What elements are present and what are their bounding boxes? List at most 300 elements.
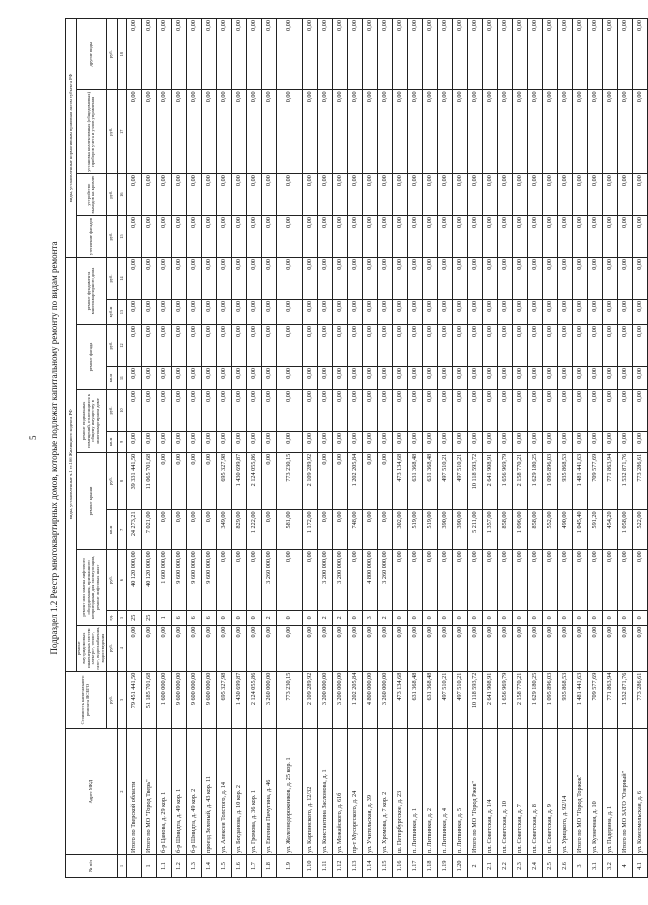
row-basement-area: 0,00 bbox=[527, 431, 542, 452]
row-meters: 0,00 bbox=[512, 90, 527, 174]
row-facade-area: 0,00 bbox=[332, 366, 347, 389]
row-elevator-cost: 0,00 bbox=[407, 550, 422, 611]
row-roof-area: 522,00 bbox=[632, 510, 647, 550]
row-facade-cost: 0,00 bbox=[512, 325, 527, 367]
row-roof-area: 0,00 bbox=[171, 510, 186, 550]
row-basement-area: 0,00 bbox=[497, 431, 512, 452]
row-engineering: 0,00 bbox=[452, 625, 467, 671]
row-foundation-volume: 0,00 bbox=[512, 299, 527, 324]
row-address: п. Литвинки, д. 4 bbox=[437, 729, 452, 855]
row-facade-cost: 0,00 bbox=[437, 325, 452, 367]
row-roof-exits: 0,00 bbox=[141, 174, 156, 216]
row-facade-insulation: 0,00 bbox=[126, 216, 141, 258]
row-facade-insulation: 0,00 bbox=[617, 216, 632, 258]
row-basement-area: 0,00 bbox=[407, 431, 422, 452]
row-engineering: 0,00 bbox=[437, 625, 452, 671]
row-facade-area: 0,00 bbox=[557, 366, 572, 389]
row-elevator-count: 0 bbox=[572, 610, 587, 625]
row-elevator-cost: 0,00 bbox=[542, 550, 557, 611]
row-number: 4.1 bbox=[632, 854, 647, 877]
row-roof-exits: 0,00 bbox=[332, 174, 347, 216]
row-basement-cost: 0,00 bbox=[317, 390, 332, 432]
row-facade-cost: 0,00 bbox=[557, 325, 572, 367]
row-elevator-count: 0 bbox=[302, 610, 317, 625]
unit-cell: руб. bbox=[106, 174, 117, 216]
row-roof-cost: 497 510,21 bbox=[437, 452, 452, 510]
row-roof-cost: 1 532 871,76 bbox=[617, 452, 632, 510]
table-row bbox=[617, 19, 632, 878]
row-elevator-count: 0 bbox=[216, 610, 231, 625]
row-number: 1.1 bbox=[156, 854, 171, 877]
row-roof-exits: 0,00 bbox=[317, 174, 332, 216]
row-engineering: 0,00 bbox=[276, 625, 302, 671]
row-meters: 0,00 bbox=[632, 90, 647, 174]
row-elevator-count: 0 bbox=[587, 610, 602, 625]
row-facade-cost: 0,00 bbox=[261, 325, 276, 367]
row-facade-insulation: 0,00 bbox=[602, 216, 617, 258]
unit-cell: куб.м bbox=[106, 299, 117, 324]
row-facade-insulation: 0,00 bbox=[512, 216, 527, 258]
row-basement-cost: 0,00 bbox=[332, 390, 347, 432]
unit-cell: руб. bbox=[106, 216, 117, 258]
row-meters: 0,00 bbox=[467, 90, 482, 174]
row-foundation-cost: 0,00 bbox=[141, 257, 156, 299]
row-number: 1.5 bbox=[216, 854, 231, 877]
row-basement-cost: 0,00 bbox=[527, 390, 542, 432]
row-engineering: 0,00 bbox=[377, 625, 392, 671]
row-roof-cost: 631 368,48 bbox=[422, 452, 437, 510]
row-roof-exits: 0,00 bbox=[587, 174, 602, 216]
row-engineering: 0,00 bbox=[362, 625, 377, 671]
row-basement-area: 0,00 bbox=[362, 431, 377, 452]
row-facade-insulation: 0,00 bbox=[141, 216, 156, 258]
row-roof-area: 552,00 bbox=[542, 510, 557, 550]
header-engineering: ремонт внутридомовых инженерных систем электро-, тепло-, газо-, водоснабжения, водоотведения bbox=[76, 626, 106, 670]
row-address: пл. Советская, д. 9 bbox=[542, 729, 557, 855]
row-foundation-volume: 0,00 bbox=[156, 299, 171, 324]
row-foundation-cost: 0,00 bbox=[527, 257, 542, 299]
row-roof-area: 349,00 bbox=[216, 510, 231, 550]
row-basement-cost: 0,00 bbox=[407, 390, 422, 432]
row-facade-area: 0,00 bbox=[156, 366, 171, 389]
row-foundation-volume: 0,00 bbox=[141, 299, 156, 324]
row-meters: 0,00 bbox=[572, 90, 587, 174]
row-address: ул. Богданова, д. 10 кор. 2 bbox=[231, 729, 246, 855]
row-roof-cost: 0,00 bbox=[332, 452, 347, 510]
row-elevator-count: 25 bbox=[141, 610, 156, 625]
row-foundation-cost: 0,00 bbox=[156, 257, 171, 299]
row-facade-cost: 0,00 bbox=[171, 325, 186, 367]
row-meters: 0,00 bbox=[332, 90, 347, 174]
row-other: 0,00 bbox=[632, 19, 647, 90]
row-foundation-cost: 0,00 bbox=[317, 257, 332, 299]
row-engineering: 0,00 bbox=[141, 625, 156, 671]
row-elevator-count: 0 bbox=[392, 610, 407, 625]
row-other: 0,00 bbox=[602, 19, 617, 90]
row-basement-area: 0,00 bbox=[452, 431, 467, 452]
row-number: 1.10 bbox=[302, 854, 317, 877]
row-basement-area: 0,00 bbox=[126, 431, 141, 452]
row-facade-cost: 0,00 bbox=[126, 325, 141, 367]
header-group-housing-code: виды, установленные ч.1 ст.166 Жилищного кодекса РФ bbox=[66, 257, 77, 671]
row-other: 0,00 bbox=[332, 19, 347, 90]
row-roof-cost: 1 202 205,84 bbox=[347, 452, 362, 510]
row-total-cost: 2 124 055,86 bbox=[246, 671, 261, 729]
row-basement-cost: 0,00 bbox=[171, 390, 186, 432]
row-number: 1.2 bbox=[171, 854, 186, 877]
row-engineering: 0,00 bbox=[497, 625, 512, 671]
rotated-page bbox=[47, 18, 643, 878]
row-meters: 0,00 bbox=[422, 90, 437, 174]
row-facade-insulation: 0,00 bbox=[276, 216, 302, 258]
row-facade-cost: 0,00 bbox=[467, 325, 482, 367]
row-foundation-volume: 0,00 bbox=[231, 299, 246, 324]
row-total-cost: 1 656 969,79 bbox=[497, 671, 512, 729]
column-number: 3 bbox=[117, 671, 126, 729]
row-address: ул. Падерина, д. 1 bbox=[602, 729, 617, 855]
row-total-cost: 1 629 180,25 bbox=[527, 671, 542, 729]
row-other: 0,00 bbox=[246, 19, 261, 90]
unit-cell: руб. bbox=[106, 19, 117, 90]
row-roof-area: 490,00 bbox=[557, 510, 572, 550]
row-basement-cost: 0,00 bbox=[617, 390, 632, 432]
row-facade-area: 0,00 bbox=[437, 366, 452, 389]
row-meters: 0,00 bbox=[407, 90, 422, 174]
row-elevator-count: 0 bbox=[542, 610, 557, 625]
row-elevator-cost: 3 200 000,00 bbox=[317, 550, 332, 611]
row-other: 0,00 bbox=[512, 19, 527, 90]
row-elevator-count: 0 bbox=[246, 610, 261, 625]
row-roof-exits: 0,00 bbox=[261, 174, 276, 216]
row-meters: 0,00 bbox=[377, 90, 392, 174]
row-total-cost: 771 863,94 bbox=[602, 671, 617, 729]
header-group-regional: виды, установленные нормативным правовым актом субъекта РФ bbox=[66, 19, 77, 258]
row-number: 1.17 bbox=[407, 854, 422, 877]
row-other: 0,00 bbox=[482, 19, 497, 90]
row-roof-exits: 0,00 bbox=[302, 174, 317, 216]
row-address: пл. Советская, д. 1/4 bbox=[482, 729, 497, 855]
table-row bbox=[246, 19, 261, 878]
row-total-cost: 79 451 441,50 bbox=[126, 671, 141, 729]
row-other: 0,00 bbox=[392, 19, 407, 90]
row-total-cost: 9 600 000,00 bbox=[201, 671, 216, 729]
row-roof-cost: 2 158 770,21 bbox=[512, 452, 527, 510]
row-facade-insulation: 0,00 bbox=[497, 216, 512, 258]
row-meters: 0,00 bbox=[482, 90, 497, 174]
row-roof-cost: 1 095 896,03 bbox=[542, 452, 557, 510]
column-number: 4 bbox=[117, 625, 126, 671]
table-row bbox=[156, 19, 171, 878]
row-address: пл. Советская, д. 8 bbox=[527, 729, 542, 855]
table-row bbox=[261, 19, 276, 878]
row-meters: 0,00 bbox=[497, 90, 512, 174]
row-foundation-cost: 0,00 bbox=[602, 257, 617, 299]
row-facade-cost: 0,00 bbox=[572, 325, 587, 367]
row-facade-cost: 0,00 bbox=[156, 325, 171, 367]
row-other: 0,00 bbox=[377, 19, 392, 90]
row-roof-exits: 0,00 bbox=[497, 174, 512, 216]
row-elevator-cost: 0,00 bbox=[587, 550, 602, 611]
row-total-cost: 3 200 000,00 bbox=[317, 671, 332, 729]
row-total-cost: 1 532 871,76 bbox=[617, 671, 632, 729]
row-roof-exits: 0,00 bbox=[156, 174, 171, 216]
table-row bbox=[186, 19, 201, 878]
row-number: 3.1 bbox=[587, 854, 602, 877]
row-number: 2.5 bbox=[542, 854, 557, 877]
row-number: 1.14 bbox=[362, 854, 377, 877]
row-meters: 0,00 bbox=[126, 90, 141, 174]
row-engineering: 0,00 bbox=[317, 625, 332, 671]
row-facade-cost: 0,00 bbox=[332, 325, 347, 367]
row-basement-cost: 0,00 bbox=[231, 390, 246, 432]
row-total-cost: 2 158 770,21 bbox=[512, 671, 527, 729]
row-other: 0,00 bbox=[497, 19, 512, 90]
row-facade-insulation: 0,00 bbox=[246, 216, 261, 258]
row-basement-area: 0,00 bbox=[302, 431, 317, 452]
row-facade-cost: 0,00 bbox=[632, 325, 647, 367]
row-elevator-cost: 0,00 bbox=[452, 550, 467, 611]
row-other: 0,00 bbox=[452, 19, 467, 90]
table-row bbox=[467, 19, 482, 878]
row-engineering: 0,00 bbox=[261, 625, 276, 671]
row-facade-area: 0,00 bbox=[512, 366, 527, 389]
row-basement-area: 0,00 bbox=[467, 431, 482, 452]
row-foundation-volume: 0,00 bbox=[362, 299, 377, 324]
unit-cell: руб. bbox=[106, 257, 117, 299]
row-basement-cost: 0,00 bbox=[587, 390, 602, 432]
row-foundation-cost: 0,00 bbox=[302, 257, 317, 299]
row-facade-cost: 0,00 bbox=[347, 325, 362, 367]
row-other: 0,00 bbox=[126, 19, 141, 90]
row-facade-cost: 0,00 bbox=[276, 325, 302, 367]
unit-cell: руб. bbox=[106, 390, 117, 432]
row-roof-cost: 2 124 055,86 bbox=[246, 452, 261, 510]
unit-cell: ед. bbox=[106, 610, 117, 625]
row-roof-area: 858,00 bbox=[497, 510, 512, 550]
row-foundation-cost: 0,00 bbox=[572, 257, 587, 299]
row-foundation-volume: 0,00 bbox=[216, 299, 231, 324]
row-foundation-cost: 0,00 bbox=[407, 257, 422, 299]
header-facade: ремонт фасада bbox=[77, 325, 107, 390]
table-row bbox=[572, 19, 587, 878]
row-foundation-cost: 0,00 bbox=[246, 257, 261, 299]
row-facade-insulation: 0,00 bbox=[377, 216, 392, 258]
row-basement-cost: 0,00 bbox=[246, 390, 261, 432]
row-basement-cost: 0,00 bbox=[302, 390, 317, 432]
row-basement-cost: 0,00 bbox=[392, 390, 407, 432]
row-roof-area: 0,00 bbox=[317, 510, 332, 550]
row-foundation-volume: 0,00 bbox=[602, 299, 617, 324]
table-row bbox=[512, 19, 527, 878]
row-total-cost: 773 230,15 bbox=[276, 671, 302, 729]
row-facade-area: 0,00 bbox=[347, 366, 362, 389]
row-roof-cost: 39 331 441,50 bbox=[126, 452, 141, 510]
table-row bbox=[332, 19, 347, 878]
row-elevator-count: 6 bbox=[171, 610, 186, 625]
header-roof-exits: устройство выходов на кровлю bbox=[77, 174, 107, 216]
row-facade-area: 0,00 bbox=[617, 366, 632, 389]
row-foundation-volume: 0,00 bbox=[587, 299, 602, 324]
row-roof-area: 1 058,00 bbox=[617, 510, 632, 550]
row-elevator-count: 0 bbox=[422, 610, 437, 625]
row-roof-cost: 0,00 bbox=[201, 452, 216, 510]
row-meters: 0,00 bbox=[141, 90, 156, 174]
column-number: 7 bbox=[117, 510, 126, 550]
row-elevator-count: 0 bbox=[602, 610, 617, 625]
row-basement-cost: 0,00 bbox=[467, 390, 482, 432]
row-engineering: 0,00 bbox=[602, 625, 617, 671]
row-elevator-cost: 0,00 bbox=[246, 550, 261, 611]
row-facade-insulation: 0,00 bbox=[231, 216, 246, 258]
row-meters: 0,00 bbox=[452, 90, 467, 174]
row-number: 2.6 bbox=[557, 854, 572, 877]
row-address: ул. Учительская, д. 39 bbox=[362, 729, 377, 855]
table-row bbox=[527, 19, 542, 878]
row-meters: 0,00 bbox=[542, 90, 557, 174]
row-address: ул. Евгения Пичугина, д. 46 bbox=[261, 729, 276, 855]
row-number: 2.3 bbox=[512, 854, 527, 877]
table-row bbox=[216, 19, 231, 878]
row-basement-cost: 0,00 bbox=[512, 390, 527, 432]
row-address: ул. Карпинского, д. 12/32 bbox=[302, 729, 317, 855]
row-roof-exits: 0,00 bbox=[186, 174, 201, 216]
row-basement-area: 0,00 bbox=[572, 431, 587, 452]
row-number: 1 bbox=[141, 854, 156, 877]
row-roof-exits: 0,00 bbox=[231, 174, 246, 216]
table-row bbox=[171, 19, 186, 878]
row-basement-area: 0,00 bbox=[216, 431, 231, 452]
row-foundation-cost: 0,00 bbox=[512, 257, 527, 299]
row-facade-insulation: 0,00 bbox=[261, 216, 276, 258]
row-elevator-count: 0 bbox=[407, 610, 422, 625]
unit-cell: кв.м bbox=[106, 366, 117, 389]
table-row bbox=[452, 19, 467, 878]
row-engineering: 0,00 bbox=[527, 625, 542, 671]
row-roof-exits: 0,00 bbox=[392, 174, 407, 216]
row-number: 1.7 bbox=[246, 854, 261, 877]
table-header bbox=[66, 19, 127, 878]
row-address: пл. Советская, д. 10 bbox=[497, 729, 512, 855]
row-roof-area: 454,20 bbox=[602, 510, 617, 550]
row-foundation-cost: 0,00 bbox=[467, 257, 482, 299]
row-engineering: 0,00 bbox=[302, 625, 317, 671]
row-facade-insulation: 0,00 bbox=[527, 216, 542, 258]
row-foundation-volume: 0,00 bbox=[467, 299, 482, 324]
row-basement-area: 0,00 bbox=[437, 431, 452, 452]
row-total-cost: 631 368,48 bbox=[407, 671, 422, 729]
row-roof-cost: 0,00 bbox=[377, 452, 392, 510]
row-basement-cost: 0,00 bbox=[482, 390, 497, 432]
row-elevator-cost: 40 120 000,00 bbox=[141, 550, 156, 611]
row-total-cost: 51 185 701,68 bbox=[141, 671, 156, 729]
row-elevator-count: 2 bbox=[317, 610, 332, 625]
row-basement-area: 0,00 bbox=[141, 431, 156, 452]
row-roof-area: 519,00 bbox=[422, 510, 437, 550]
row-basement-cost: 0,00 bbox=[422, 390, 437, 432]
row-address: Итого по МО "Город Тверь" bbox=[141, 729, 156, 855]
row-roof-area: 0,00 bbox=[186, 510, 201, 550]
table-row bbox=[126, 19, 141, 878]
row-engineering: 0,00 bbox=[231, 625, 246, 671]
row-engineering: 0,00 bbox=[512, 625, 527, 671]
row-roof-exits: 0,00 bbox=[422, 174, 437, 216]
row-facade-cost: 0,00 bbox=[587, 325, 602, 367]
unit-cell: кв.м bbox=[106, 431, 117, 452]
row-elevator-count: 0 bbox=[452, 610, 467, 625]
row-facade-area: 0,00 bbox=[317, 366, 332, 389]
row-elevator-count: 0 bbox=[276, 610, 302, 625]
row-foundation-cost: 0,00 bbox=[392, 257, 407, 299]
row-engineering: 0,00 bbox=[171, 625, 186, 671]
row-total-cost: 9 600 000,00 bbox=[186, 671, 201, 729]
row-total-cost: 1 095 896,03 bbox=[542, 671, 557, 729]
row-meters: 0,00 bbox=[186, 90, 201, 174]
row-facade-insulation: 0,00 bbox=[392, 216, 407, 258]
row-elevator-count: 0 bbox=[467, 610, 482, 625]
row-facade-area: 0,00 bbox=[377, 366, 392, 389]
row-number: 1.12 bbox=[332, 854, 347, 877]
row-address: ш. Петербургское, д. 23 bbox=[392, 729, 407, 855]
row-meters: 0,00 bbox=[362, 90, 377, 174]
row-other: 0,00 bbox=[467, 19, 482, 90]
row-other: 0,00 bbox=[201, 19, 216, 90]
row-basement-cost: 0,00 bbox=[141, 390, 156, 432]
row-number: 1.19 bbox=[437, 854, 452, 877]
row-elevator-count: 6 bbox=[201, 610, 216, 625]
row-roof-area: 519,00 bbox=[407, 510, 422, 550]
row-roof-cost: 935 868,53 bbox=[557, 452, 572, 510]
table-row bbox=[497, 19, 512, 878]
row-basement-cost: 0,00 bbox=[186, 390, 201, 432]
row-roof-cost: 771 863,94 bbox=[602, 452, 617, 510]
header-elevator: ремонт или замена лифтового оборудования, признанного непригодным для эксплуатации, ремонт лифтовых шахт bbox=[77, 550, 107, 625]
row-elevator-cost: 0,00 bbox=[231, 550, 246, 611]
row-roof-exits: 0,00 bbox=[617, 174, 632, 216]
row-elevator-cost: 1 600 000,00 bbox=[156, 550, 171, 611]
row-elevator-count: 0 bbox=[617, 610, 632, 625]
unit-cell: руб. bbox=[106, 325, 117, 367]
row-total-cost: 10 118 593,72 bbox=[467, 671, 482, 729]
row-elevator-cost: 0,00 bbox=[602, 550, 617, 611]
row-foundation-volume: 0,00 bbox=[617, 299, 632, 324]
row-other: 0,00 bbox=[572, 19, 587, 90]
row-other: 0,00 bbox=[542, 19, 557, 90]
row-address: ул. Железнодорожников, д. 25 кор. 1 bbox=[276, 729, 302, 855]
row-foundation-volume: 0,00 bbox=[632, 299, 647, 324]
row-roof-exits: 0,00 bbox=[557, 174, 572, 216]
row-elevator-cost: 0,00 bbox=[347, 550, 362, 611]
row-elevator-cost: 9 600 000,00 bbox=[171, 550, 186, 611]
row-engineering: 0,00 bbox=[617, 625, 632, 671]
row-engineering: 0,00 bbox=[186, 625, 201, 671]
row-basement-area: 0,00 bbox=[422, 431, 437, 452]
row-other: 0,00 bbox=[407, 19, 422, 90]
row-facade-insulation: 0,00 bbox=[482, 216, 497, 258]
row-facade-area: 0,00 bbox=[362, 366, 377, 389]
row-facade-insulation: 0,00 bbox=[572, 216, 587, 258]
row-elevator-count: 0 bbox=[347, 610, 362, 625]
row-number: 1.9 bbox=[276, 854, 302, 877]
row-foundation-cost: 0,00 bbox=[261, 257, 276, 299]
row-roof-cost: 2 641 908,91 bbox=[482, 452, 497, 510]
row-facade-area: 0,00 bbox=[261, 366, 276, 389]
row-meters: 0,00 bbox=[437, 90, 452, 174]
table-row bbox=[276, 19, 302, 878]
table-row bbox=[422, 19, 437, 878]
row-elevator-cost: 40 120 000,00 bbox=[126, 550, 141, 611]
row-address: Итого по МО "Город Ржев" bbox=[467, 729, 482, 855]
row-other: 0,00 bbox=[141, 19, 156, 90]
